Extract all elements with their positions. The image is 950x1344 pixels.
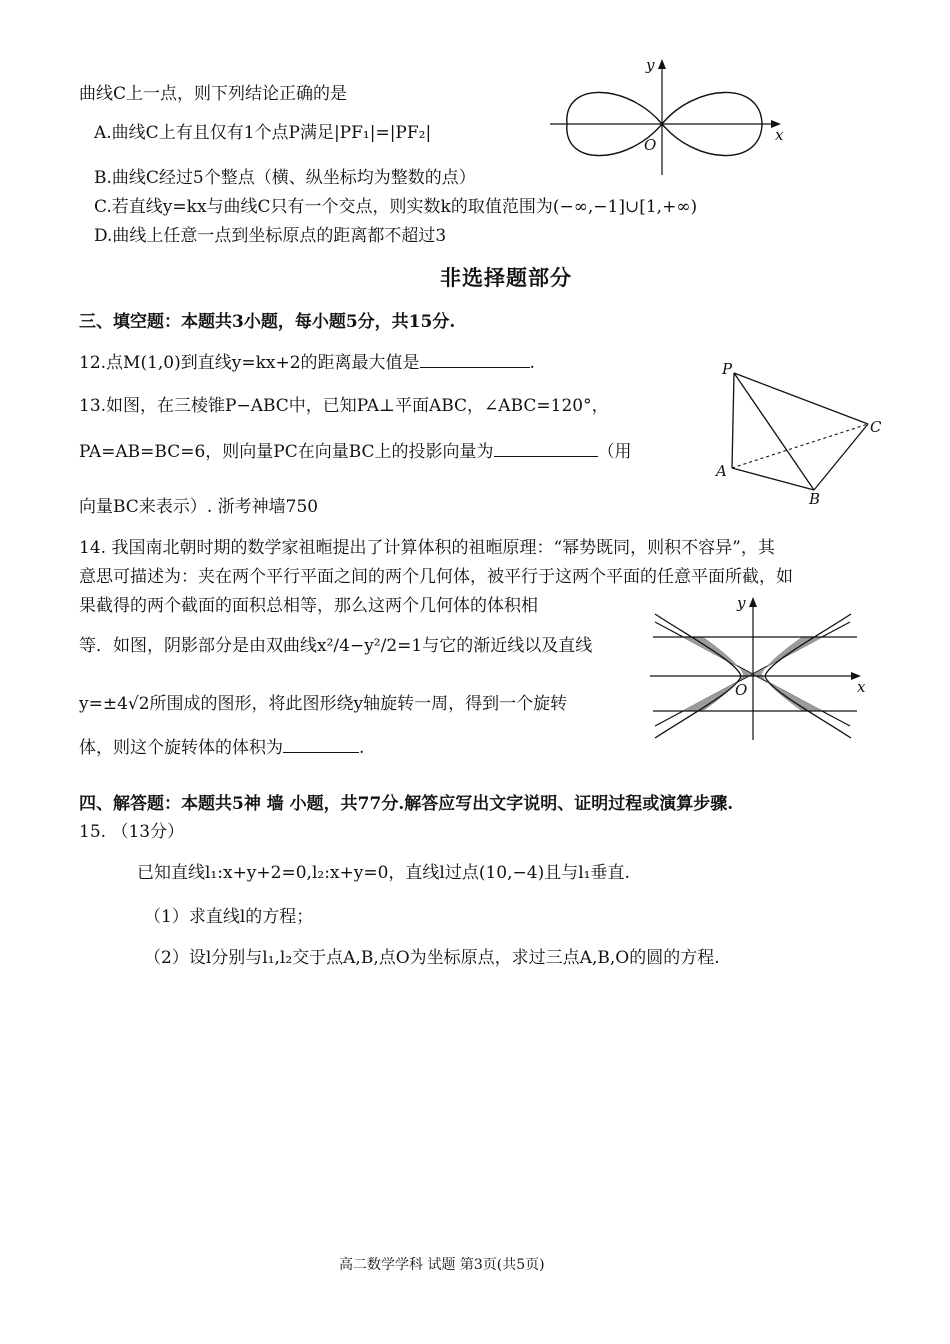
q11-option-c: C.若直线y=kx与曲线C只有一个交点，则实数k的取值范围为(−∞,−1]∪[1,+∞) xyxy=(94,197,698,217)
hyperbola-figure xyxy=(645,592,875,742)
x-axis-label: x xyxy=(857,678,866,696)
q15-part2: （2）设l分别与l₁,l₂交于点A,B,点O为坐标原点，求过三点A,B,O的圆的方程. xyxy=(144,948,720,968)
y-axis-label: y xyxy=(646,56,655,74)
vertex-b-label: B xyxy=(809,490,821,508)
q12-text: 12.点M(1,0)到直线y=kx+2的距离最大值是 xyxy=(79,353,420,373)
q15-stem: 已知直线l₁:x+y+2=0,l₂:x+y=0，直线l过点(10,−4)且与l₁垂直. xyxy=(137,863,630,883)
q12-end: . xyxy=(529,353,535,373)
q13-line1: 13.如图，在三棱锥P−ABC中，已知PA⊥平面ABC，∠ABC=120°， xyxy=(79,396,609,416)
q14-line5: y=±4√2所围成的图形，将此图形绕y轴旋转一周，得到一个旋转 xyxy=(79,694,568,714)
tetrahedron-figure xyxy=(710,358,890,508)
y-axis-arrow xyxy=(658,59,666,69)
q15-part1: （1）求直线l的方程； xyxy=(144,907,314,927)
q14-line6 xyxy=(79,734,364,760)
q14-line4: 等．如图，阴影部分是由双曲线x²/4−y²/2=1与它的渐近线以及直线 xyxy=(79,636,593,656)
q13-text2-end: （用 xyxy=(597,442,632,462)
q14-text6: 体，则这个旋转体的体积为 xyxy=(79,738,283,758)
edge-ac-hidden xyxy=(732,424,868,468)
edge-bc xyxy=(814,424,868,490)
vertex-a-label: A xyxy=(716,462,727,480)
y-axis-label: y xyxy=(737,594,746,612)
q12-line xyxy=(79,349,535,375)
q12-answer-blank[interactable] xyxy=(420,349,530,368)
q13-line3: 向量BC来表示）. 浙考神墙750 xyxy=(79,497,319,517)
q13-line2 xyxy=(79,438,632,464)
q14-line3: 果截得的两个截面的面积总相等，那么这两个几何体的体积相 xyxy=(79,596,538,616)
q15-number: 15. （13分） xyxy=(79,822,185,842)
q13-answer-blank[interactable] xyxy=(494,438,598,457)
origin-label: O xyxy=(644,136,657,154)
edge-pc xyxy=(734,373,868,424)
lemniscate-figure xyxy=(545,50,795,180)
q14-answer-blank[interactable] xyxy=(283,734,359,753)
section-title: 非选择题部分 xyxy=(440,265,572,290)
part3-heading: 三、填空题：本题共3小题，每小题5分，共15分. xyxy=(79,312,456,332)
q14-line1: 14. 我国南北朝时期的数学家祖暅提出了计算体积的祖暅原理：“幂势既同，则积不容异”，其 xyxy=(79,538,775,558)
part4-heading: 四、解答题：本题共5神 墙 小题，共77分.解答应写出文字说明、证明过程或演算步骤. xyxy=(79,794,734,814)
q11-stem: 曲线C上一点，则下列结论正确的是 xyxy=(79,84,348,104)
q11-option-d: D.曲线上任意一点到坐标原点的距离都不超过3 xyxy=(94,226,447,246)
vertex-c-label: C xyxy=(870,418,882,436)
q13-text2: PA=AB=BC=6，则向量PC在向量BC上的投影向量为 xyxy=(79,442,494,462)
y-axis-arrow xyxy=(749,597,757,607)
vertex-p-label: P xyxy=(722,360,733,378)
edge-pb xyxy=(734,373,814,490)
page-footer: 高二数学学科 试题 第3页(共5页) xyxy=(339,1257,545,1273)
x-axis-label: x xyxy=(775,126,784,144)
q14-end: . xyxy=(359,738,365,758)
origin-label: O xyxy=(735,681,748,699)
q11-option-a: A.曲线C上有且仅有1个点P满足|PF₁|=|PF₂| xyxy=(94,123,432,143)
q14-line2: 意思可描述为：夹在两个平行平面之间的两个几何体，被平行于这两个平面的任意平面所截，如 xyxy=(79,567,793,587)
edge-pa xyxy=(732,373,734,468)
shaded-region-right-piece xyxy=(753,637,823,711)
q11-option-b: B.曲线C经过5个整点（横、纵坐标均为整数的点） xyxy=(94,168,476,188)
